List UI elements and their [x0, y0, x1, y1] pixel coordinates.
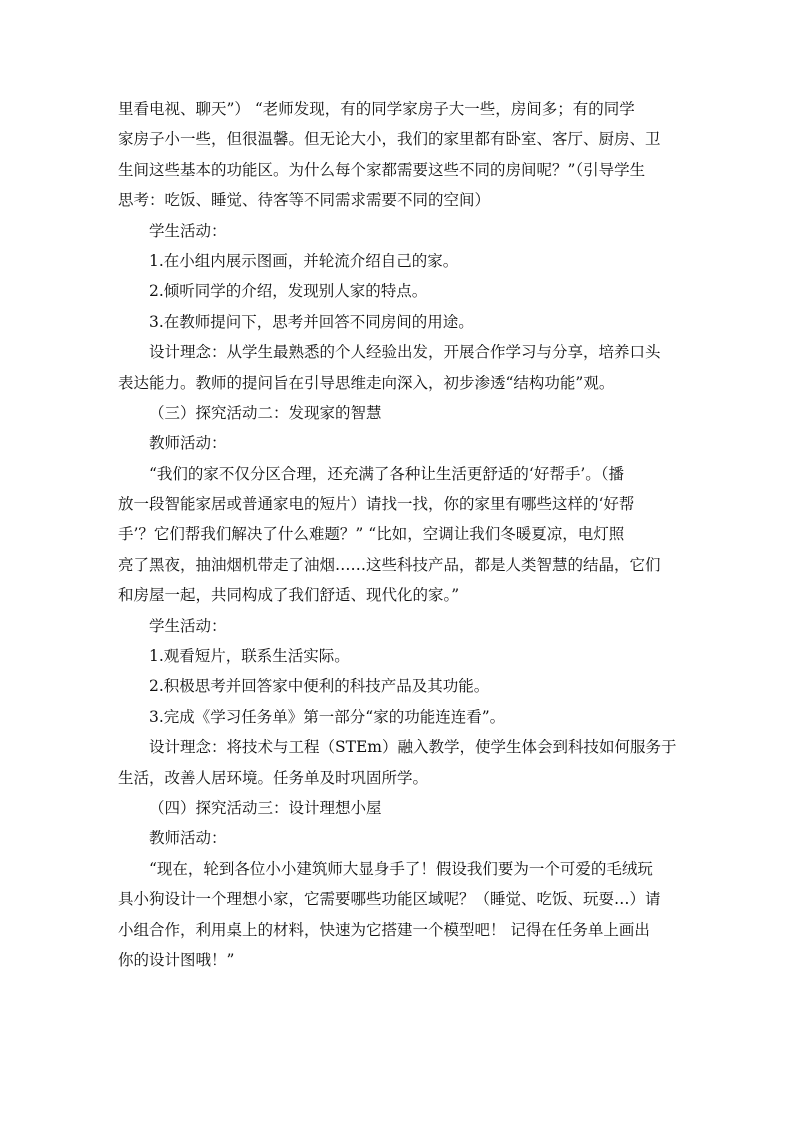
text-line: 生活，改善人居环境。任务单及时巩固所学。	[118, 768, 429, 787]
text-line: 设计理念：将技术与工程（STEm）融入教学，使学生体会到科技如何服务于	[149, 738, 677, 757]
text-line: 教师活动：	[149, 434, 227, 453]
text-line: 你的设计图哦！”	[118, 950, 235, 969]
text-line: 亮了黑夜，抽油烟机带走了油烟……这些科技产品，都是人类智慧的结晶，它们	[118, 555, 661, 574]
document-body	[118, 94, 683, 975]
text-line: 1.在小组内展示图画，并轮流介绍自己的家。	[149, 251, 459, 270]
text-line: 和房屋一起，共同构成了我们舒适、现代化的家。”	[118, 586, 460, 605]
text-line: 1.观看短片，联系生活实际。	[149, 647, 350, 666]
text-line: 思考：吃饭、睡觉、待客等不同需求需要不同的空间）	[118, 191, 491, 210]
text-line: 3.在教师提问下，思考并回答不同房间的用途。	[149, 312, 474, 331]
text-line: “现在，轮到各位小小建筑师大显身手了！假设我们要为一个可爱的毛绒玩	[149, 859, 653, 878]
text-line: 2.倾听同学的介绍，发现别人家的特点。	[149, 282, 428, 301]
text-line: 教师活动：	[149, 829, 227, 848]
text-line: 设计理念：从学生最熟悉的个人经验出发，开展合作学习与分享，培养口头	[149, 343, 661, 362]
text-line: “我们的家不仅分区合理，还充满了各种让生活更舒适的‘好帮手’。（播	[149, 464, 625, 483]
text-line: 小组合作，利用桌上的材料，快速为它搭建一个模型吧！ 记得在任务单上画出	[118, 920, 650, 939]
text-line: 生间这些基本的功能区。为什么每个家都需要这些不同的房间呢？”（引导学生	[118, 160, 646, 179]
text-line: 放一段智能家居或普通家电的短片）请找一找，你的家里有哪些这样的‘好帮	[118, 495, 635, 514]
text-line: （四）探究活动三：设计理想小屋	[149, 798, 382, 817]
text-line: 2.积极思考并回答家中便利的科技产品及其功能。	[149, 677, 490, 696]
text-line: 3.完成《学习任务单》第一部分“家的功能连连看”。	[149, 707, 506, 726]
text-line: 学生活动：	[149, 616, 227, 635]
text-line: （三）探究活动二：发现家的智慧	[149, 403, 382, 422]
text-line: 家房子小一些，但很温馨。但无论大小，我们的家里都有卧室、客厅、厨房、卫	[118, 130, 661, 149]
text-line: 学生活动：	[149, 221, 227, 240]
text-line: 手’？它们帮我们解决了什么难题？” “比如，空调让我们冬暖夏凉，电灯照	[118, 525, 625, 544]
text-line: 具小狗设计一个理想小家，它需要哪些功能区域呢？（睡觉、吃饭、玩耍…）请	[118, 890, 661, 909]
text-line: 表达能力。教师的提问旨在引导思维走向深入，初步渗透“结构功能”观。	[118, 373, 615, 392]
text-line: 里看电视、聊天”） “老师发现，有的同学家房子大一些，房间多；有的同学	[118, 100, 635, 118]
